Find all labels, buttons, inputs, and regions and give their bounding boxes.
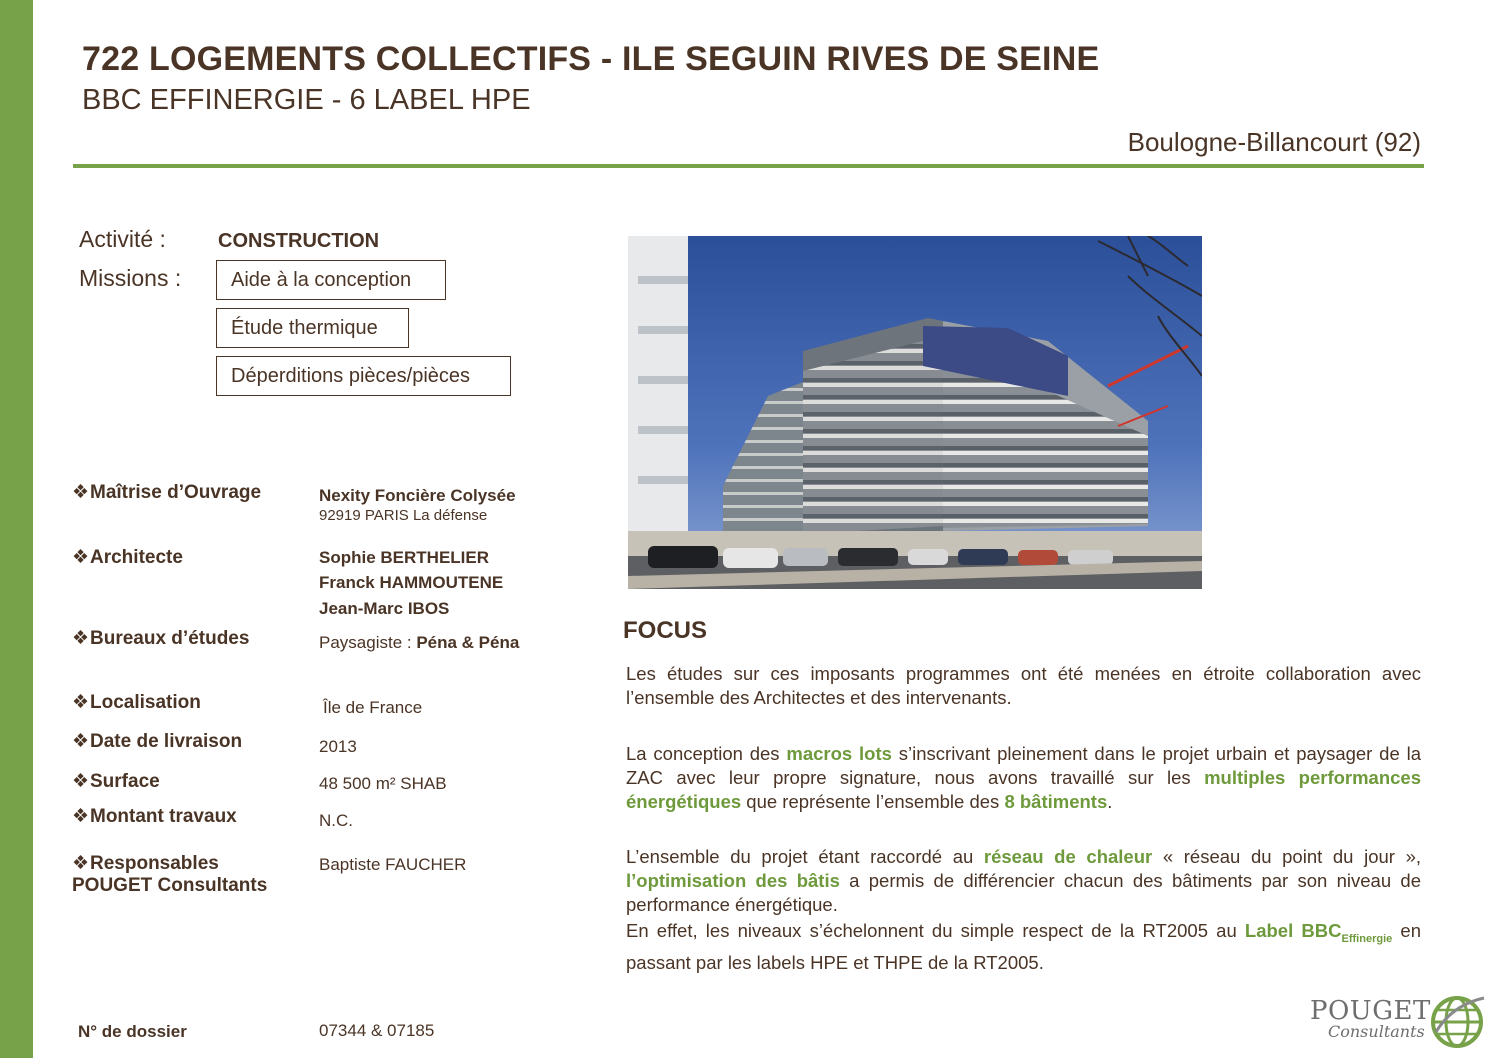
diamond-bullet-icon: ❖ — [72, 482, 90, 503]
page-title: 722 LOGEMENTS COLLECTIFS - ILE SEGUIN RIVES DE SEINE — [82, 40, 1100, 78]
globe-icon — [1428, 992, 1486, 1048]
focus-paragraph-3: L’ensemble du projet étant raccordé au réseau de chaleur « réseau du point du jour », l’optimisation des bâtis a permis de différencier chacun des bâtiments par son niveau de performance énergétique. — [626, 846, 1421, 915]
responsables-label: ❖Responsables — [72, 853, 219, 874]
focus-paragraph-1: Les études sur ces imposants programmes ont été menées en étroite collaboration avec l’ensemble des Architectes et des intervenants. — [626, 663, 1421, 708]
project-location: Boulogne-Billancourt (92) — [1127, 127, 1421, 157]
focus-paragraph-4: En effet, les niveaux s’échelonnent du simple respect de la RT2005 au Label $BBC_{Effinergie}$ en passant par les labels HPE et THPE de la RT2005. — [626, 920, 1422, 973]
dossier-label: N° de dossier — [78, 1022, 187, 1041]
bureaux-value: Paysagiste : Péna & Péna — [319, 633, 520, 652]
montant-value: N.C. — [319, 811, 353, 830]
diamond-bullet-icon: ❖ — [72, 731, 90, 752]
mission-box-aide-conception: Aide à la conception — [216, 260, 446, 300]
diamond-bullet-icon: ❖ — [72, 628, 90, 649]
header-divider — [73, 164, 1424, 168]
livraison-label: ❖Date de livraison — [72, 731, 243, 752]
diamond-bullet-icon: ❖ — [72, 806, 90, 827]
localisation-label: ❖Localisation — [72, 692, 201, 713]
page-subtitle: BBC EFFINERGIE - 6 LABEL HPE — [82, 84, 531, 116]
diamond-bullet-icon: ❖ — [72, 853, 90, 874]
focus-paragraph-2: La conception des macros lots s’inscrivant pleinement dans le projet urbain et paysager de la ZAC avec leur propre signature, nous avons travaillé sur les multiples performances énergétiques que représente l’ensemble des 8 bâtiments. — [626, 743, 1422, 812]
diamond-bullet-icon: ❖ — [72, 692, 90, 713]
architecte-name-1: Sophie BERTHELIER — [319, 548, 490, 567]
responsables-label-company: POUGET Consultants — [72, 875, 268, 896]
mission-box-deperditions: Déperditions pièces/pièces — [216, 356, 511, 396]
pouget-logo: POUGET Consultants — [1310, 990, 1490, 1050]
surface-value: 48 500 m² SHAB — [319, 774, 447, 793]
surface-label: ❖Surface — [72, 771, 160, 792]
maitrise-label: ❖Maîtrise d’Ouvrage — [72, 482, 262, 503]
green-sidebar-band — [0, 0, 33, 1058]
dossier-value: 07344 & 07185 — [319, 1021, 435, 1040]
montant-label: ❖Montant travaux — [72, 806, 237, 827]
maitrise-name: Nexity Foncière Colysée — [319, 486, 516, 505]
mission-box-etude-thermique: Étude thermique — [216, 308, 409, 348]
focus-heading: FOCUS — [623, 617, 707, 644]
maitrise-address: 92919 PARIS La défense — [319, 507, 488, 524]
architecte-name-3: Jean-Marc IBOS — [319, 599, 450, 618]
bureaux-label: ❖Bureaux d’études — [72, 628, 250, 649]
missions-label: Missions : — [79, 265, 182, 291]
project-photo — [628, 236, 1202, 589]
livraison-value: 2013 — [319, 737, 357, 756]
diamond-bullet-icon: ❖ — [72, 547, 90, 568]
diamond-bullet-icon: ❖ — [72, 771, 90, 792]
architecte-label: ❖Architecte — [72, 547, 183, 568]
responsables-value: Baptiste FAUCHER — [319, 855, 467, 874]
activity-label: Activité : — [79, 226, 166, 252]
activity-value: CONSTRUCTION — [218, 230, 380, 252]
architecte-name-2: Franck HAMMOUTENE — [319, 573, 504, 592]
localisation-value: Île de France — [323, 698, 423, 717]
